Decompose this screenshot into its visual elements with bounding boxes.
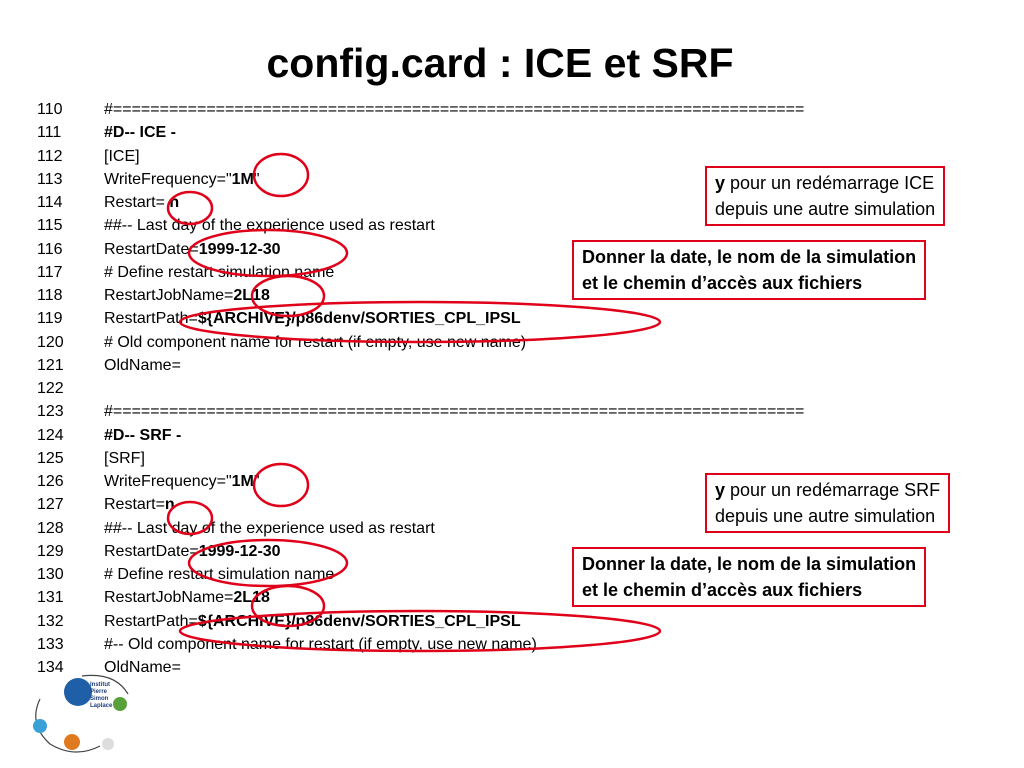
line-value: 1M — [231, 473, 254, 490]
ellipse-srf-jobname — [252, 586, 324, 626]
line-number: 114 — [37, 194, 63, 211]
callout-text: pour un redémarrage SRF — [725, 480, 941, 500]
line-segment: #========================================================================== — [104, 101, 805, 118]
line-segment: # Define restart simulation name — [104, 566, 335, 583]
line-number: 130 — [37, 566, 64, 583]
line-number: 122 — [37, 380, 64, 397]
ellipse-ice-restartdate — [189, 230, 347, 276]
callout-text: depuis une autre simulation — [715, 199, 936, 219]
svg-text:Laplace: Laplace — [90, 703, 113, 709]
line-segment: # Define restart simulation name — [104, 263, 335, 281]
svg-text:Simon: Simon — [90, 696, 109, 702]
line-number: 121 — [37, 356, 64, 374]
line-segment: OldName= — [104, 356, 181, 374]
ellipse-ice-restart — [168, 192, 212, 224]
line-number: 131 — [37, 589, 64, 607]
line-value: 2L18 — [233, 589, 270, 607]
ellipse-srf-restartdate — [189, 540, 347, 586]
line-number: 133 — [37, 635, 64, 653]
line-segment: RestartDate= — [104, 240, 199, 258]
line-value: n — [164, 496, 175, 514]
line-segment: ##-- Last day of the experience used as restart — [104, 519, 435, 537]
line-value: 1999-12-30 — [198, 542, 281, 560]
callout-key: y — [715, 173, 726, 193]
line-segment: # Old component name for restart (if empty, use new name) — [104, 333, 527, 351]
callout-text: et le chemin d’accès aux fichiers — [582, 273, 863, 293]
line-number: 127 — [37, 496, 64, 514]
line-number: 124 — [37, 426, 64, 444]
line-segment: [SRF] — [104, 449, 145, 467]
line-number: 119 — [37, 310, 63, 328]
line-number: 132 — [37, 612, 64, 630]
ellipse-ice-restartpath — [180, 302, 660, 342]
line-segment: RestartJobName= — [104, 287, 234, 304]
line-value: #D-- ICE - — [104, 124, 176, 142]
line-number: 118 — [37, 287, 63, 304]
line-segment: WriteFrequency=" — [104, 170, 232, 188]
line-segment: WriteFrequency=" — [104, 473, 232, 490]
institute-logo — [20, 664, 140, 764]
line-number: 112 — [37, 147, 63, 165]
svg-text:Institut: Institut — [90, 682, 110, 688]
line-value: 2L18 — [233, 287, 270, 304]
ellipse-srf-restart — [168, 502, 212, 534]
callout-srf-restart — [705, 473, 950, 533]
line-segment: #========================================================================== — [104, 403, 805, 421]
line-segment: Restart= — [104, 496, 165, 514]
line-segment: RestartDate= — [104, 542, 199, 560]
line-value: #D-- SRF - — [104, 426, 182, 444]
line-number: 113 — [37, 170, 63, 188]
line-segment: " — [253, 170, 260, 188]
callout-text: et le chemin d’accès aux fichiers — [582, 580, 863, 600]
line-value: ${ARCHIVE}/p86denv/SORTIES_CPL_IPSL — [197, 612, 521, 630]
line-number: 125 — [37, 449, 64, 467]
callout-ice-restart — [705, 166, 945, 226]
line-number: 111 — [37, 124, 62, 142]
line-segment: RestartPath= — [104, 612, 198, 630]
line-value: n — [169, 194, 180, 211]
ellipse-srf-writefrequency — [254, 464, 308, 506]
line-number: 116 — [37, 240, 63, 258]
line-number: 126 — [37, 473, 64, 490]
callout-text: depuis une autre simulation — [715, 506, 936, 526]
svg-text:Pierre: Pierre — [90, 689, 108, 695]
line-segment: [ICE] — [104, 147, 140, 165]
line-segment: RestartPath= — [104, 310, 198, 328]
line-number: 128 — [37, 519, 64, 537]
line-number: 123 — [37, 403, 64, 421]
line-segment: ##-- Last day of the experience used as restart — [104, 217, 435, 235]
callout-ice-date — [572, 240, 926, 300]
line-segment: OldName= — [104, 659, 181, 676]
line-value: 1999-12-30 — [198, 240, 281, 258]
line-number: 115 — [37, 217, 63, 235]
line-number: 134 — [37, 659, 64, 676]
line-value: 1M — [231, 170, 254, 188]
callout-key: y — [715, 480, 726, 500]
line-number: 120 — [37, 333, 64, 351]
line-number: 110 — [37, 101, 63, 118]
line-number: 117 — [37, 263, 63, 281]
ellipse-ice-writefrequency — [254, 154, 308, 196]
callout-text: Donner la date, le nom de la simulation — [582, 247, 917, 267]
callout-text: pour un redémarrage ICE — [725, 173, 935, 193]
line-segment: #-- Old component name for restart (if empty, use new name) — [104, 635, 537, 653]
line-segment: Restart= — [104, 194, 170, 211]
slide-title: config.card : ICE et SRF — [266, 40, 734, 86]
ellipse-srf-restartpath — [180, 611, 660, 651]
line-segment: RestartJobName= — [104, 589, 234, 607]
callout-srf-date — [572, 547, 926, 607]
line-segment: " — [253, 473, 260, 490]
ellipse-ice-jobname — [252, 276, 324, 316]
line-number: 129 — [37, 542, 64, 560]
callout-text: Donner la date, le nom de la simulation — [582, 554, 917, 574]
line-value: ${ARCHIVE}/p86denv/SORTIES_CPL_IPSL — [197, 310, 521, 328]
